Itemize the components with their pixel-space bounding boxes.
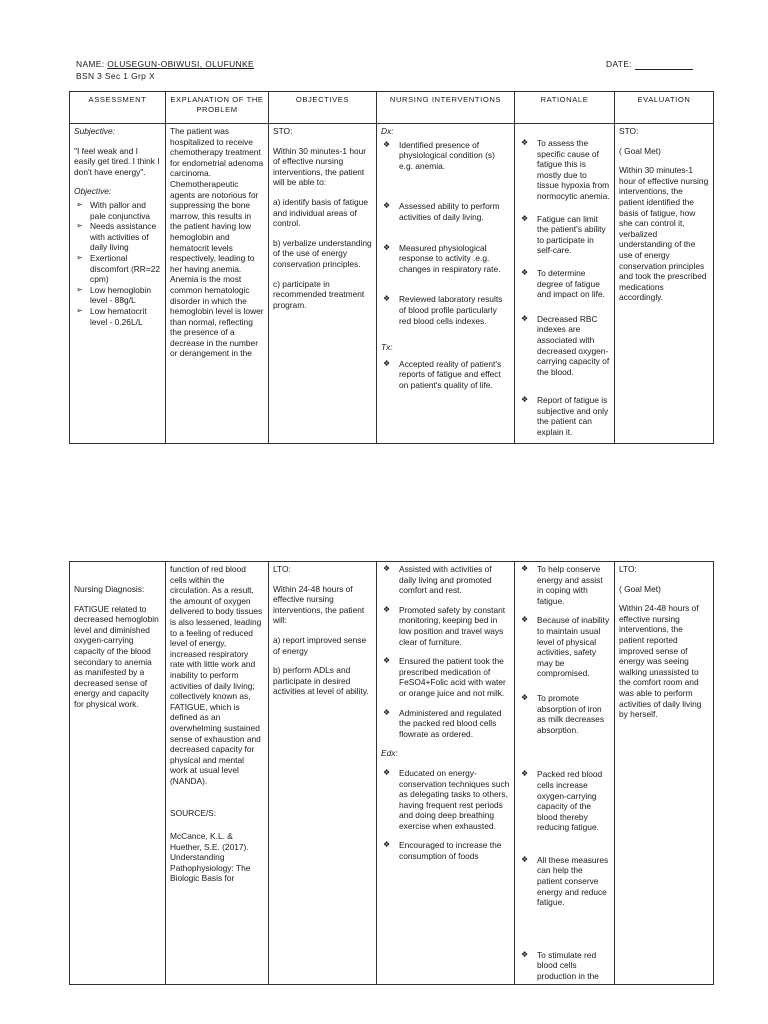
sto-intro: Within 30 minutes-1 hour of effective nursing interventions, the patient will be able to: [273,145,367,188]
interventions-cell [377,562,515,985]
rationale-item: ❖ Because of inability to maintain usual level of physical activities, safety may be compromised. [519,615,610,679]
rationale-item: ❖ To promote absorption of iron as milk decreases absorption. [519,693,610,735]
interventions-cell [377,124,515,444]
rationale-item: ❖ Packed red blood cells increase oxygen-carrying capacity of the blood thereby reducing fatigue. [519,769,610,833]
intervention-item: ❖ Identified presence of physiological condition (s) e.g. anemia. [381,140,510,172]
dx-intervention-list [381,140,510,327]
evaluation-text: Within 24-48 hours of effective nursing interventions, the patient reported improved sense of energy was seeing walking unassisted to the comfort room and was able to perform activities of daily living by herself. [619,603,702,720]
evaluation-status: ( Goal Met) [619,583,661,594]
explanation-text: The patient was hospitalized to receive chemotherapy treatment for endometrial adenoma carcinoma. Chemotherapeutic agents are notorious for suppressing the bone marrow, this results in the patient having low hemoglobin and hematocrit levels respectively, leading to her having anemia. Anemia is the most common hematologic disorder in which the hemoglobin level is lower than normal, reflecting the presence of a decrease in the number or derangement in the [170,126,264,359]
intervention-item: ❖ Assessed ability to perform activities of daily living. [381,201,510,222]
rationale-item: ❖ To stimulate red blood cells production in the [519,950,610,982]
care-plan-table-page1 [69,91,714,444]
rationale-item: ❖ To help conserve energy and assist in coping with fatigue. [519,564,610,606]
column-header-interventions: NURSING INTERVENTIONS [377,92,515,124]
objective-goal: c) participate in recommended treatment program. [273,278,365,310]
objective-goal: b) perform ADLs and participate in desired activities at level of ability. [273,665,369,697]
intervention-list [381,564,510,739]
student-name: OLUSEGUN-OBIWUSI, OLUFUNKE [107,59,255,69]
intervention-item: ❖ Ensured the patient took the prescribed medication of FeSO4+Folic acid with water or orange juice and not milk. [381,656,510,698]
nursing-diagnosis-text: FATIGUE related to decreased hemoglobin level and diminished oxygen-carrying capacity of the blood secondary to anemia as manifested by a decreased sense of energy and capacity for physical work. [74,603,159,709]
evaluation-text: Within 30 minutes-1 hour of effective nursing interventions, the patient identified the basis of fatigue, how she can control it, verbalized understanding of the use of energy conservation principles and took the prescribed medications accordingly. [619,165,709,303]
rationale-cell [515,562,615,985]
tx-intervention-list [381,359,510,391]
assessment-cell [70,124,166,444]
intervention-item: ❖ Measured physiological response to activity .e.g. changes in respiratory rate. [381,243,510,275]
intervention-item: ❖ Educated on energy-conservation techniques such as delegating tasks to others, having frequent rest periods and doing deep breathing exercise when exhausted. [381,768,510,832]
objective-item: ➢ With pallor and pale conjunctiva [74,200,161,221]
subjective-label: Subjective: [74,126,115,136]
objective-item: ➢ Low hemoglobin level - 88g/L [74,285,161,306]
objective-item: ➢ Low hematocrit level - 0.26L/L [74,306,161,327]
objective-item: ➢ Needs assistance with activities of daily living [74,221,161,253]
intervention-item: ❖ Promoted safety by constant monitoring, keeping bed in low position and travel ways clear of furniture. [381,605,510,647]
rationale-item: ❖ Report of fatigue is subjective and only the patient can explain it. [519,395,610,437]
rationale-item: ❖ To determine degree of fatigue and impact on life. [519,268,610,300]
objectives-cell [269,124,377,444]
objectives-cell [269,562,377,985]
care-plan-table-page2 [69,561,714,985]
objective-goal: a) identify basis of fatigue and individual areas of control. [273,196,368,229]
date-line [606,59,693,70]
column-header-evaluation: EVALUATION [615,92,714,124]
intervention-item: ❖ Accepted reality of patient's reports of fatigue and effect on patient's quality of life. [381,359,510,391]
objective-item: ➢ Exertional discomfort (RR=22 cpm) [74,253,161,285]
column-header-rationale: RATIONALE [515,92,615,124]
subjective-quote: "I feel weak and I easily get tired. I think I don't have energy". [74,145,160,177]
rationale-item: ❖ All these measures can help the patient conserve energy and reduce fatigue. [519,855,610,908]
evaluation-status: ( Goal Met) [619,145,661,156]
objective-goal: a) report improved sense of energy [273,634,367,656]
objective-goal: b) verbalize understanding of the use of energy conservation principles. [273,237,372,269]
rationale-cell [515,124,615,444]
column-header-assessment: ASSESSMENT [70,92,166,124]
sto-label: STO: [273,126,293,136]
objective-label: Objective: [74,186,112,197]
source-citation: McCance, K.L. & Huether, S.E. (2017). Understanding Pathophysiology: The Biologic Basis for [170,831,251,884]
rationale-list [519,138,610,438]
tx-label: Tx: [381,342,393,353]
intervention-item: ❖ Administered and regulated the packed red blood cells flowrate as ordered. [381,708,510,740]
column-header-explanation: EXPLANATION OF THE PROBLEM [166,92,269,124]
student-name-line [76,59,254,70]
rationale-item: ❖ To assess the specific cause of fatigue this is mostly due to tissue hypoxia from normocytic anemia. [519,138,610,202]
name-label: NAME: [76,59,105,69]
intervention-item: ❖ Assisted with activities of daily living and promoted comfort and rest. [381,564,510,596]
intervention-item: ❖ Reviewed laboratory results of blood profile particularly red blood cells indexes. [381,294,510,326]
evaluation-label: LTO: [619,564,637,574]
nursing-diagnosis-label: Nursing Diagnosis: [74,584,145,594]
date-blank [635,60,693,70]
column-header-objectives: OBJECTIVES [269,92,377,124]
edx-label: Edx: [381,748,398,759]
objective-list [74,200,161,327]
dx-label: Dx: [381,126,394,136]
date-label: DATE: [606,59,633,69]
lto-label: LTO: [273,564,291,574]
explanation-text: function of red blood cells within the circulation. As a result, the amount of oxygen delivered to body tissues is also lessened, leading to a feeling of reduced level of energy, increased respiratory rate with little work and inability to perform activities of daily living; collectively known as, FATIGUE, which is defined as an overwhelming sustained sense of exhaustion and decreased capacity for physical and mental work at usual level (NANDA). [170,564,263,786]
section-label: BSN 3 Sec 1 Grp X [76,71,155,81]
evaluation-cell [615,562,714,985]
rationale-list [519,564,610,982]
evaluation-label: STO: [619,126,639,136]
evaluation-cell [615,124,714,444]
rationale-item: ❖ Fatigue can limit the patient's ability to participate in self-care. [519,214,610,256]
intervention-item: ❖ Encouraged to increase the consumption of foods [381,840,510,861]
explanation-cell [166,562,269,985]
lto-intro: Within 24-48 hours of effective nursing interventions, the patient will: [273,583,365,626]
nursing-diagnosis-cell [70,562,166,985]
explanation-cell [166,124,269,444]
rationale-item: ❖ Decreased RBC indexes are associated with decreased oxygen-carrying capacity of the blood. [519,314,610,378]
edx-intervention-list [381,768,510,862]
sources-label: SOURCE/S: [170,808,217,819]
